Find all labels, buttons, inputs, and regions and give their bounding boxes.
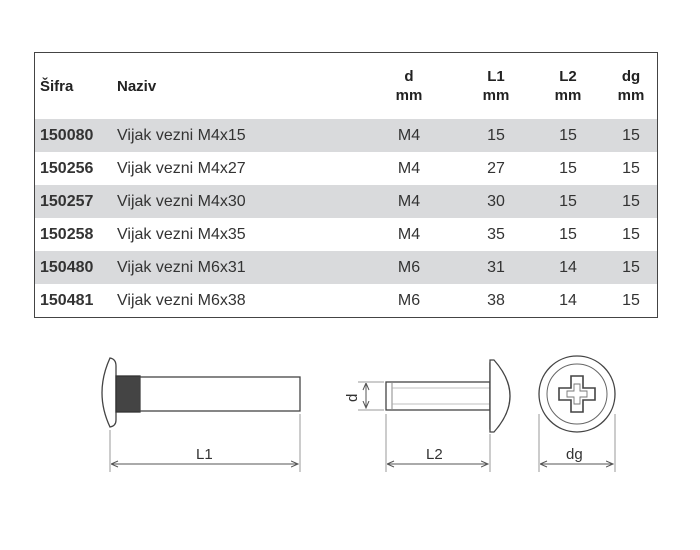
- cell-code: 150481: [40, 291, 94, 309]
- cell-name: Vijak vezni M4x30: [114, 185, 357, 218]
- bolt-threaded-shank: [386, 382, 490, 410]
- cell-name: Vijak vezni M4x35: [117, 225, 246, 243]
- cell-code: 150256: [40, 159, 94, 177]
- cell-name: Vijak vezni M4x27: [117, 159, 246, 177]
- cell-l1: 27: [487, 159, 505, 177]
- header-name: Naziv: [117, 77, 157, 95]
- header-dg-unit: mm: [617, 87, 645, 104]
- cell-dg: 15: [605, 251, 657, 284]
- cell-l2: 15: [559, 159, 577, 177]
- header-d-unit: mm: [395, 87, 423, 104]
- header-dg-label: dg: [621, 68, 641, 85]
- dimension-label-l1: L1: [196, 446, 213, 463]
- table-row: [35, 152, 657, 185]
- technical-drawing: [0, 330, 700, 530]
- cell-code: 150480: [35, 251, 114, 284]
- screw-shank: [140, 377, 300, 411]
- cell-d: M4: [397, 159, 421, 177]
- screw-head-left: [102, 358, 116, 427]
- cell-d: M6: [357, 251, 461, 284]
- cell-d: M6: [397, 291, 421, 309]
- cell-dg: 15: [605, 185, 657, 218]
- header-d-label: d: [404, 68, 414, 85]
- screw-knurled-neck: [116, 376, 140, 412]
- cell-l2: 14: [559, 291, 577, 309]
- cell-l2: 15: [531, 185, 605, 218]
- product-table: [34, 52, 658, 318]
- table-row: [35, 185, 657, 218]
- cell-name: Vijak vezni M6x38: [117, 291, 246, 309]
- cell-dg: 15: [622, 225, 640, 243]
- header-l1-label: L1: [487, 68, 505, 85]
- cell-l1: 38: [487, 291, 505, 309]
- header-l2-label: L2: [559, 68, 577, 85]
- header-l1-unit: mm: [482, 87, 510, 104]
- table-row: [35, 119, 657, 152]
- header-dg: [605, 53, 657, 119]
- cell-l2: 14: [531, 251, 605, 284]
- cell-l1: 30: [461, 185, 531, 218]
- cell-l1: 15: [461, 119, 531, 152]
- header-l2-unit: mm: [554, 87, 582, 104]
- cell-dg: 15: [622, 159, 640, 177]
- dimension-label-dg: dg: [566, 446, 583, 463]
- header-d: [357, 53, 461, 119]
- cell-l1: 31: [461, 251, 531, 284]
- header-code: Šifra: [40, 77, 74, 95]
- cell-name: Vijak vezni M6x31: [114, 251, 357, 284]
- dimension-label-d: d: [344, 393, 361, 402]
- cell-code: 150080: [35, 119, 114, 152]
- spec-table: [35, 53, 657, 317]
- header-l1: [461, 53, 531, 119]
- cell-l2: 15: [559, 225, 577, 243]
- cell-code: 150258: [40, 225, 94, 243]
- cell-d: M4: [397, 225, 421, 243]
- dimension-label-l2: L2: [426, 446, 443, 463]
- cell-l1: 35: [487, 225, 505, 243]
- table-row: [35, 284, 657, 317]
- cell-dg: 15: [622, 291, 640, 309]
- cell-code: 150257: [35, 185, 114, 218]
- cell-d: M4: [357, 185, 461, 218]
- cell-dg: 15: [605, 119, 657, 152]
- table-row: [35, 251, 657, 284]
- cell-name: Vijak vezni M4x15: [114, 119, 357, 152]
- table-row: [35, 218, 657, 251]
- header-l2: [531, 53, 605, 119]
- cell-l2: 15: [531, 119, 605, 152]
- header-row: [35, 53, 657, 119]
- cell-d: M4: [357, 119, 461, 152]
